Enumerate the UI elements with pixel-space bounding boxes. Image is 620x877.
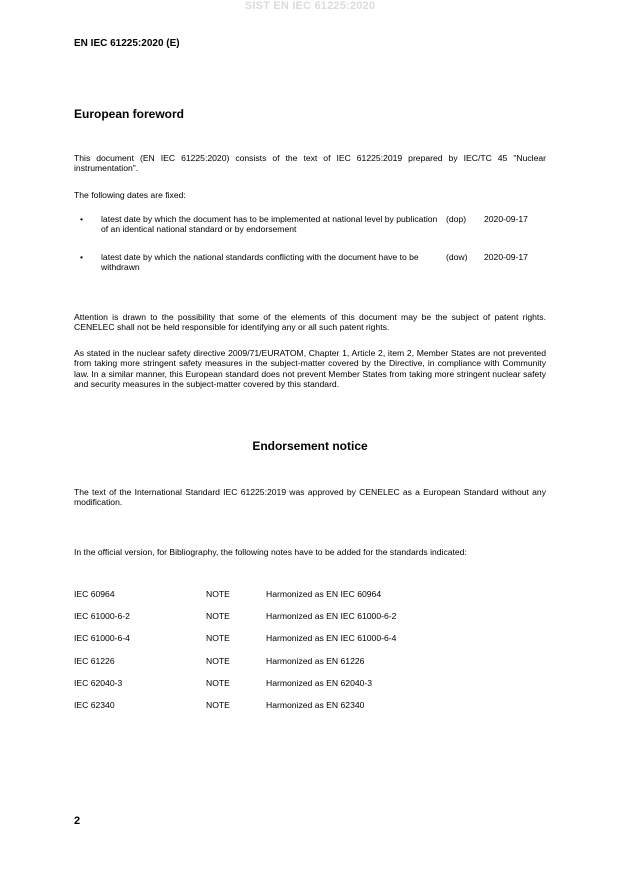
note-label: NOTE: [206, 633, 230, 643]
bibliography-intro: In the official version, for Bibliography, the following notes have to be added for the standards indicated:: [74, 547, 467, 557]
note-text: Harmonized as EN IEC 60964: [266, 589, 382, 599]
date-item-date: 2020-09-17: [484, 214, 528, 224]
note-standard: IEC 61000-6-4: [74, 633, 130, 643]
note-text: Harmonized as EN 61226: [266, 656, 365, 666]
note-text: Harmonized as EN IEC 61000-6-4: [266, 633, 397, 643]
bullet-icon: •: [80, 214, 84, 224]
note-standard: IEC 62040-3: [74, 678, 123, 688]
note-label: NOTE: [206, 611, 230, 621]
bullet-icon: •: [80, 252, 84, 262]
note-label: NOTE: [206, 656, 230, 666]
date-item-code: (dow): [446, 252, 468, 262]
note-standard: IEC 62340: [74, 700, 115, 710]
note-label: NOTE: [206, 678, 230, 688]
bibliography-note-row: [74, 589, 546, 601]
endorsement-heading: Endorsement notice: [252, 439, 368, 453]
bibliography-note-row: [74, 678, 546, 690]
document-id: EN IEC 61225:2020 (E): [74, 38, 180, 49]
bibliography-note-row: [74, 656, 546, 668]
endorsement-text: The text of the International Standard IEC 61225:2019 was approved by CENELEC as a European Standard without any modification.: [74, 487, 546, 508]
note-label: NOTE: [206, 589, 230, 599]
note-standard: IEC 60964: [74, 589, 115, 599]
date-item-code: (dop): [446, 214, 467, 224]
bibliography-note-row: [74, 633, 546, 645]
date-item-text: latest date by which the document has to be implemented at national level by publication of an identical national standard or by endorsement: [101, 214, 438, 235]
bibliography-note-row: [74, 700, 546, 712]
note-standard: IEC 61000-6-2: [74, 611, 130, 621]
date-item-dop: [74, 214, 546, 240]
page-number: 2: [74, 815, 81, 827]
dates-intro: The following dates are fixed:: [74, 190, 186, 200]
date-item-text: latest date by which the national standards conflicting with the document have to be withdrawn: [101, 252, 419, 273]
note-text: Harmonized as EN 62040-3: [266, 678, 373, 688]
date-item-dow: [74, 252, 546, 278]
date-item-date: 2020-09-17: [484, 252, 528, 262]
foreword-intro: This document (EN IEC 61225:2020) consists of the text of IEC 61225:2019 prepared by IEC/TC 45 "Nuclear instrumentation".: [74, 153, 546, 174]
note-text: Harmonized as EN 62340: [266, 700, 365, 710]
bibliography-note-row: [74, 611, 546, 623]
patent-note: Attention is drawn to the possibility that some of the elements of this document may be the subject of patent rights. CENELEC shall not be held responsible for identifying any or all such patent rights.: [74, 312, 546, 333]
foreword-heading: European foreword: [74, 107, 185, 121]
note-label: NOTE: [206, 700, 230, 710]
note-standard: IEC 61226: [74, 656, 115, 666]
watermark: SIST EN IEC 61225:2020: [244, 0, 376, 12]
note-text: Harmonized as EN IEC 61000-6-2: [266, 611, 397, 621]
directive-note: As stated in the nuclear safety directive 2009/71/EURATOM, Chapter 1, Article 2, item 2, Member States are not prevented from taking more stringent safety measures in the subject-matter covered by the Directive, in compliance with Community law. In a similar manner, this European standard does not prevent Member States from taking more stringent nuclear safety and security measures in the subject-matter covered by this standard.: [74, 348, 546, 389]
